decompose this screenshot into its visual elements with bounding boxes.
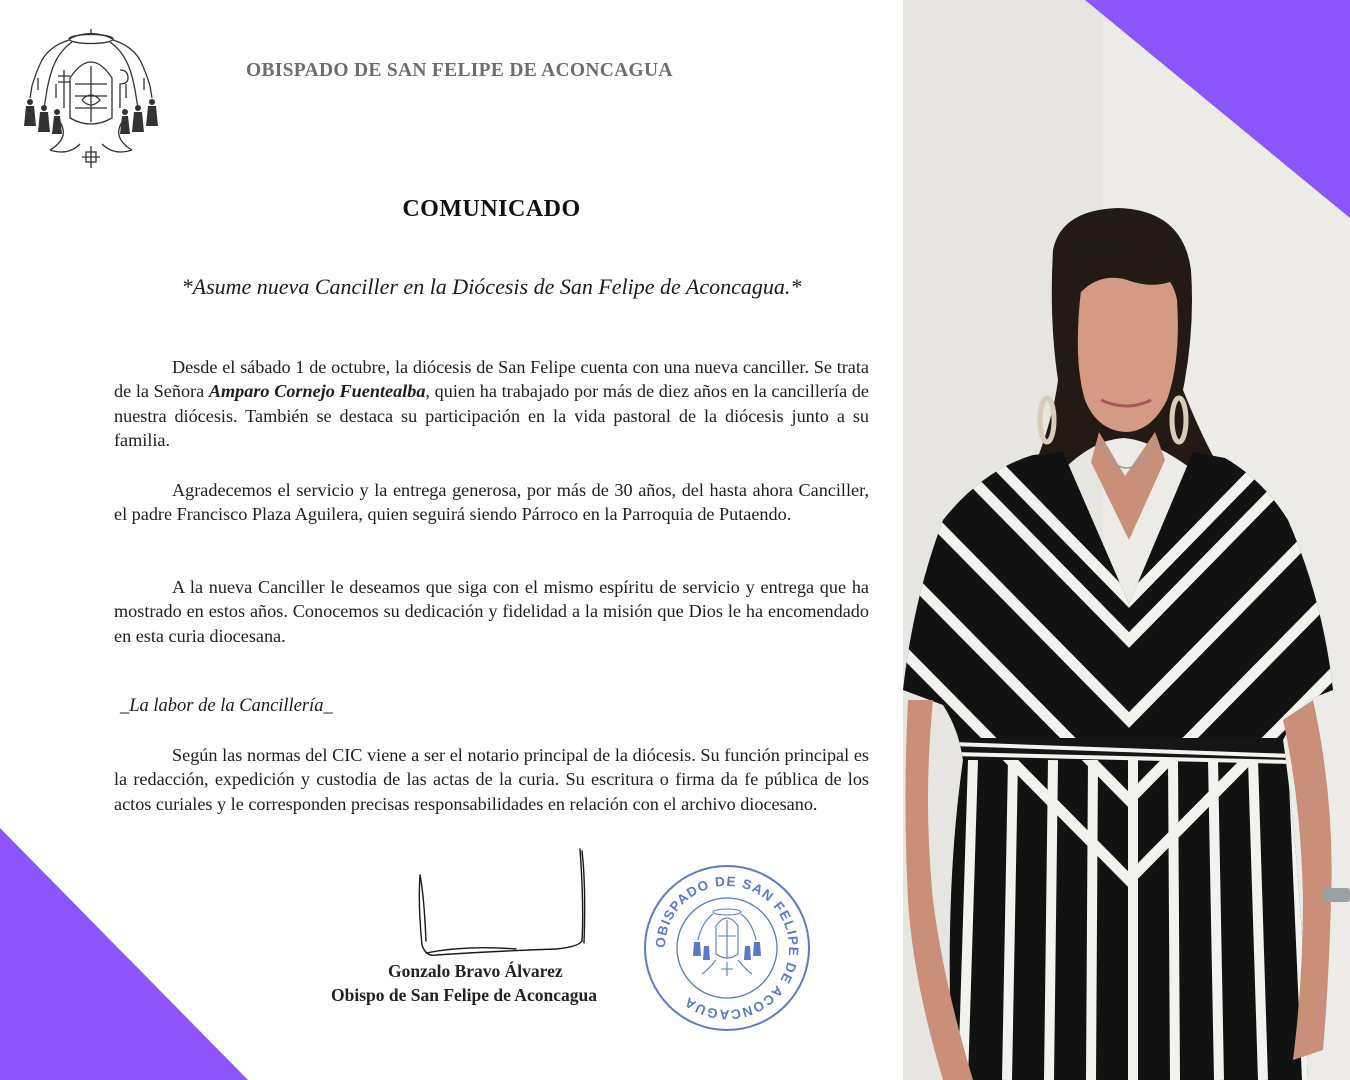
paragraph-1-text-b: , quien ha trabajado por más de diez años en la cancillería de nuestra diócesis. También se destaca su participación en la vida pastoral de la diócesis junto a su familia. <box>114 381 869 450</box>
paragraph-4-text: Según las normas del CIC viene a ser el notario principal de la diócesis. Su función principal es la redacción, expedición y custodia de las actas de la curia. Su escritura o firma da fe pública de los actos curiales y le corresponden precisas responsabilidades en relación con el archivo diocesano. <box>114 745 869 814</box>
document-subtitle: *Asume nueva Canciller en la Diócesis de San Felipe de Aconcagua.* <box>181 274 802 299</box>
document-title: COMUNICADO <box>402 196 581 222</box>
section-heading: _La labor de la Cancillería_ <box>120 696 333 716</box>
paragraph-1-text-a: Desde el sábado 1 de octubre, la diócesis de San Felipe cuenta con una nueva canciller. Se trata de la Señora <box>114 357 869 402</box>
paragraph-chancery-role <box>114 743 869 816</box>
organization-header: OBISPADO DE SAN FELIPE DE ACONCAGUA <box>246 60 673 81</box>
episcopal-crest-icon <box>20 26 162 176</box>
seal-text: OBISPADO DE SAN FELIPE DE ACONCAGUA <box>652 873 802 1023</box>
paragraph-wishes <box>114 575 869 648</box>
chancellor-portrait-photo <box>903 0 1350 1080</box>
chancellor-name: Amparo Cornejo Fuentealba <box>208 381 426 402</box>
diocese-seal-stamp <box>638 862 816 1034</box>
paragraph-announcement <box>114 355 869 452</box>
paragraph-thanks <box>114 478 869 527</box>
signatory-name: Gonzalo Bravo Álvarez <box>388 961 563 981</box>
paragraph-2-text: Agradecemos el servicio y la entrega generosa, por más de 30 años, del hasta ahora Canciller, el padre Francisco Plaza Aguilera, quien seguirá siendo Párroco en la Parroquia de Putaendo. <box>114 480 869 525</box>
paragraph-3-text: A la nueva Canciller le deseamos que siga con el mismo espíritu de servicio y entrega que ha mostrado en estos años. Conocemos su dedicación y fidelidad a la misión que Dios le ha encomendado en esta curia diocesana. <box>114 577 869 646</box>
signatory-title: Obispo de San Felipe de Aconcagua <box>331 985 597 1005</box>
handwritten-signature <box>406 845 596 965</box>
